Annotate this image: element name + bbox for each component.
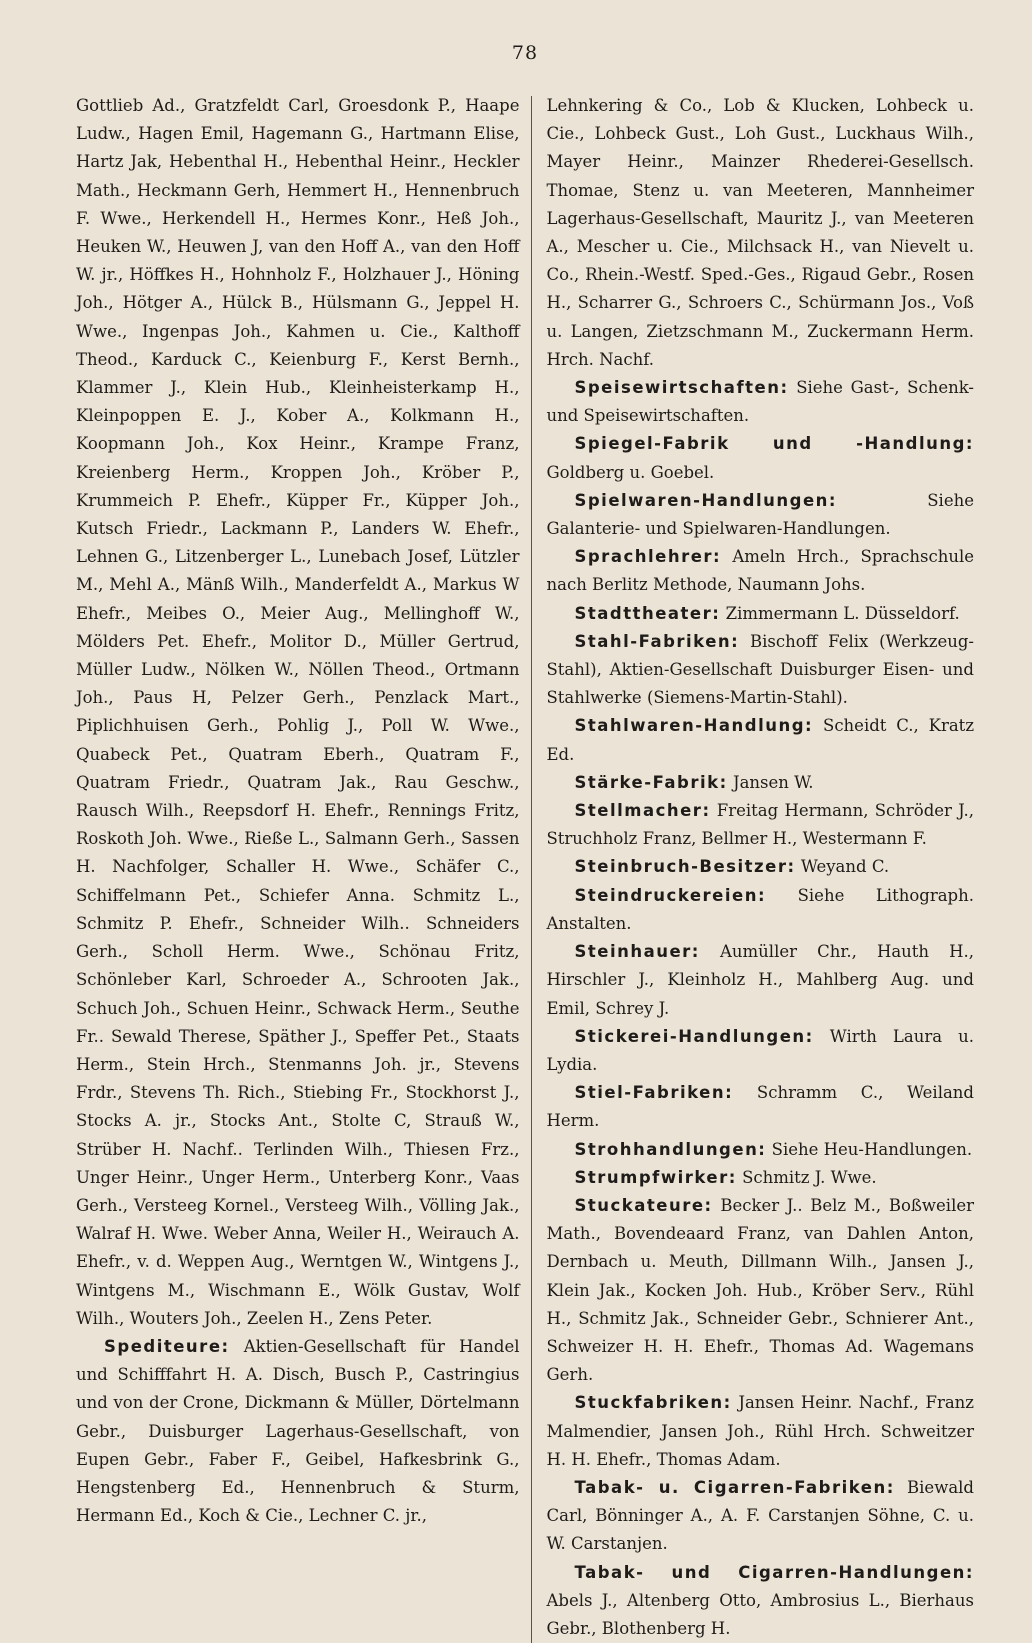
entry-text: Abels J., Altenberg Otto, Ambrosius L., Bierhaus Gebr., Blothenberg H.	[546, 1590, 974, 1638]
entry-stahlwaren-handlung	[546, 712, 974, 768]
entry-sprachlehrer	[546, 543, 974, 599]
entry-heading: Speisewirtschaften:	[574, 378, 789, 398]
entry-strumpfwirker	[546, 1164, 974, 1192]
entry-heading: Stahlwaren-Handlung:	[574, 716, 814, 736]
page-number: 78	[511, 42, 539, 64]
entry-stickerei-handlungen	[546, 1023, 974, 1079]
entry-heading: Stärke-Fabrik:	[574, 772, 728, 792]
entry-heading: Strohhandlungen:	[574, 1139, 767, 1159]
entry-text: Siehe Gast-, Schenk- und Speisewirtschaften.	[546, 378, 975, 426]
entry-spielwaren-handlungen	[546, 487, 974, 543]
entry-steindruckereien	[546, 882, 974, 938]
left-continuation-text: Gottlieb Ad., Gratzfeldt Carl, Groesdonk P., Haape Ludw., Hagen Emil, Hagemann G., Hartmann Elise, Hartz Jak, Hebenthal H., Hebenthal Heinr., Heckler Math., Heckmann Gerh, Hemmert H., Hennenbruch F. Wwe., Herkendell H., Hermes Konr., Heß Joh., Heuken W., Heuwen J, van den Hoff A., van den Hoff W. jr., Höffkes H., Hohnholz F., Holzhauer J., Höning Joh., Hötger A., Hülck B., Hülsmann G., Jeppel H. Wwe., Ingenpas Joh., Kahmen u. Cie., Kalthoff Theod., Karduck C., Keienburg F., Kerst Bernh., Klammer J., Klein Hub., Kleinheisterkamp H., Kleinpoppen E. J., Kober A., Kolkmann H., Koopmann Joh., Kox Heinr., Krampe Franz, Kreienberg Herm., Kroppen Joh., Kröber P., Krummeich P. Ehefr., Küpper Fr., Küpper Joh., Kutsch Friedr., Lackmann P., Landers W. Ehefr., Lehnen G., Litzenberger L., Lunebach Josef, Lützler M., Mehl A., Mänß Wilh., Manderfeldt A., Markus W Ehefr., Meibes O., Meier Aug., Mellinghoff W., Mölders Pet. Ehefr., Molitor D., Müller Gertrud, Müller Ludw., Nölken W., Nöllen Theod., Ortmann Joh., Paus H, Pelzer Gerh., Penzlack Mart., Piplichhuisen Gerh., Pohlig J., Poll W. Wwe., Quabeck Pet., Quatram Eberh., Quatram F., Quatram Friedr., Quatram Jak., Rau Geschw., Rausch Wilh., Reepsdorf H. Ehefr., Rennings Fritz, Roskoth Joh. Wwe., Rieße L., Salmann Gerh., Sassen H. Nachfolger, Schaller H. Wwe., Schäfer C., Schiffelmann Pet., Schiefer Anna. Schmitz L., Schmitz P. Ehefr., Schneider Wilh.. Schneiders Gerh., Scholl Herm. Wwe., Schönau Fritz, Schönleber Karl, Schroeder A., Schrooten Jak., Schuch Joh., Schuen Heinr., Schwack Herm., Seuthe Fr.. Sewald Therese, Späther J., Speffer Pet., Staats Herm., Stein Hrch., Stenmanns Joh. jr., Stevens Frdr., Stevens Th. Rich., Stiebing Fr., Stockhorst J., Stocks A. jr., Stocks Ant., Stolte C, Strauß W., Strüber H. Nachf.. Terlinden Wilh., Thiesen Frz., Unger Heinr., Unger Herm., Unterberg Konr., Vaas Gerh., Versteeg Kornel., Versteeg Wilh., Völling Jak., Walraf H. Wwe. Weber Anna, Weiler H., Weirauch A. Ehefr., v. d. Weppen Aug., Werntgen W., Wintgens J., Wintgens M., Wischmann E., Wölk Gustav, Wolf Wilh., Wouters Joh., Zeelen H., Zens Peter.	[76, 96, 520, 1328]
right-column	[532, 92, 974, 1643]
entry-text: Wirth Laura u. Lydia.	[546, 1026, 974, 1074]
entry-stahl-fabriken	[546, 628, 974, 713]
entry-steinbruch-besitzer	[546, 853, 974, 881]
entry-heading: Strumpfwirker:	[574, 1167, 737, 1187]
entry-heading: Tabak- und Cigarren-Handlungen:	[574, 1562, 974, 1582]
entry-text: Freitag Hermann, Schröder J., Struchholz Franz, Bellmer H., Westermann F.	[546, 801, 974, 849]
entry-steinhauer	[546, 938, 974, 1023]
entry-text: Schmitz J. Wwe.	[742, 1167, 877, 1187]
entry-heading: Stellmacher:	[574, 801, 711, 821]
entry-heading: Steinhauer:	[574, 942, 700, 962]
entry-text: Aumüller Chr., Hauth H., Hirschler J., Kleinholz H., Mahlberg Aug. und Emil, Schrey J.	[546, 942, 975, 1018]
entry-text: Jansen W.	[732, 772, 814, 792]
two-column-body	[76, 92, 974, 1643]
entry-heading: Stickerei-Handlungen:	[574, 1026, 814, 1046]
entry-strohhandlungen	[546, 1136, 974, 1164]
entry-text: Bischoff Felix (Werkzeug-Stahl), Aktien-Gesellschaft Duisburger Eisen- und Stahlwerke (Siemens-Martin-Stahl).	[546, 631, 975, 708]
entry-tabak-cigarren-handlungen	[546, 1559, 974, 1643]
entry-heading: Stahl-Fabriken:	[574, 631, 740, 651]
entry-heading: Stuckateure:	[574, 1195, 713, 1215]
entry-text: Scheidt C., Kratz Ed.	[546, 716, 975, 764]
left-column	[76, 92, 531, 1530]
entry-spediteure	[76, 1333, 519, 1530]
entry-tabak-cigarren-fabriken	[546, 1474, 974, 1559]
entry-stiel-fabriken	[546, 1079, 974, 1135]
entry-heading: Tabak- u. Cigarren-Fabriken:	[574, 1477, 895, 1497]
entry-stadttheater	[546, 600, 974, 628]
entry-heading: Stadttheater:	[574, 603, 721, 623]
entry-text: Siehe Heu-Handlungen.	[771, 1139, 973, 1159]
entry-text: Weyand C.	[800, 857, 890, 877]
entry-text: Aktien-Gesellschaft für Handel und Schifffahrt H. A. Disch, Busch P., Castringius und von der Crone, Dickmann & Müller, Dörtelmann Gebr., Duisburger Lagerhaus-Gesellschaft, von Eupen Gebr., Faber F., Geibel, Hafkesbrink G., Hengstenberg Ed., Hennenbruch & Sturm, Hermann Ed., Koch & Cie., Lechner C. jr.,	[76, 1336, 520, 1526]
entry-stuckateure	[546, 1192, 974, 1389]
entry-spiegel-fabrik	[546, 430, 974, 486]
entry-heading: Sprachlehrer:	[574, 547, 722, 567]
entry-text: Siehe Lithograph. Anstalten.	[546, 885, 974, 933]
entry-text: Biewald Carl, Bönninger A., A. F. Carstanjen Söhne, C. u. W. Carstanjen.	[546, 1477, 974, 1554]
entry-heading: Steinbruch-Besitzer:	[574, 857, 796, 877]
entry-text: Ameln Hrch., Sprachschule nach Berlitz Methode, Naumann Johs.	[546, 547, 974, 595]
entry-heading: Spielwaren-Handlungen:	[574, 490, 837, 510]
right-continuation-text: Lehnkering & Co., Lob & Klucken, Lohbeck u. Cie., Lohbeck Gust., Loh Gust., Luckhaus Wilh., Mayer Heinr., Mainzer Rhederei-Gesellsch. Thomae, Stenz u. van Meeteren, Mannheimer Lagerhaus-Gesellschaft, Mauritz J., van Meeteren A., Mescher u. Cie., Milchsack H., van Nievelt u. Co., Rhein.-Westf. Sped.-Ges., Rigaud Gebr., Rosen H., Scharrer G., Schroers C., Schürmann Jos., Voß u. Langen, Zietzschmann M., Zuckermann Herm. Hrch. Nachf.	[546, 96, 974, 369]
entry-text: Jansen Heinr. Nachf., Franz Malmendier, Jansen Joh., Rühl Hrch. Schweitzer H. H. Ehefr., Thomas Adam.	[546, 1393, 974, 1469]
entry-heading: Stiel-Fabriken:	[574, 1083, 734, 1103]
entry-staerke-fabrik	[546, 769, 974, 797]
entry-heading: Steindruckereien:	[574, 885, 767, 905]
entry-text: Siehe Galanterie- und Spielwaren-Handlungen.	[546, 490, 974, 539]
entry-text: Becker J.. Belz M., Boßweiler Math., Bovendeaard Franz, van Dahlen Anton, Dernbach u. Meuth, Dillmann Wilh., Jansen J., Klein Jak., Kocken Joh. Hub., Kröber Serv., Rühl H., Schmitz Jak., Schneider Gebr., Schnierer Ant., Schweizer H. H. Ehefr., Thomas Ad. Wagemans Gerh.	[546, 1195, 974, 1385]
entry-text: Goldberg u. Goebel.	[546, 462, 715, 482]
entry-stuckfabriken	[546, 1389, 974, 1474]
entry-text: Zimmermann L. Düsseldorf.	[725, 603, 960, 623]
entry-heading: Stuckfabriken:	[574, 1393, 732, 1413]
entry-text: Schramm C., Weiland Herm.	[546, 1083, 974, 1131]
entry-speisewirtschaften	[546, 374, 974, 430]
entry-heading: Spediteure:	[104, 1336, 230, 1356]
entry-stellmacher	[546, 797, 974, 853]
entry-heading: Spiegel-Fabrik und -Handlung:	[574, 434, 974, 454]
